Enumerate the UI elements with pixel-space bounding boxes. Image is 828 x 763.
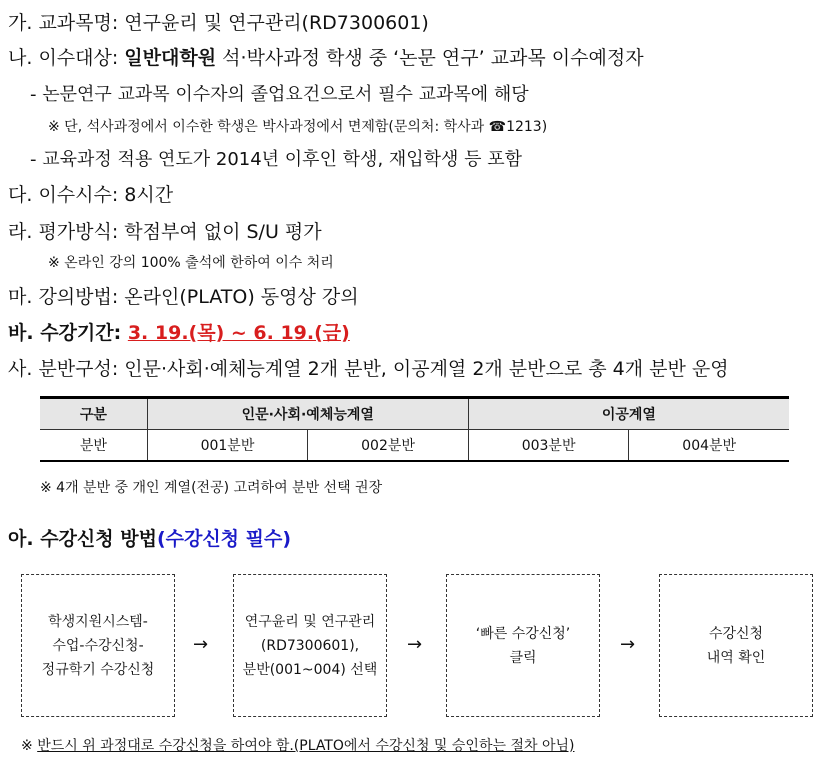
item-evaluation: 라. 평가방식: 학점부여 없이 S/U 평가: [8, 221, 322, 243]
cell-section-002: 002분반: [308, 430, 469, 462]
cell-section-004: 004분반: [629, 430, 789, 462]
flow-step-3: ‘빠른 수강신청’ 클릭: [446, 574, 600, 717]
flow-arrow-icon: →: [620, 634, 636, 655]
header-humanities: 인문·사회·예체능계열: [147, 398, 468, 430]
section-registration-title: 아. 수강신청 방법(수강신청 필수): [8, 528, 292, 550]
row-label: 분반: [40, 430, 147, 462]
table-row: [40, 430, 789, 462]
item-sections: 사. 분반구성: 인문·사회·예체능계열 2개 분반, 이공계열 2개 분반으로 총 4개 분반 운영: [8, 358, 729, 380]
flow-step-1: 학생지원시스템- 수업-수강신청- 정규학기 수강신청: [21, 574, 175, 717]
header-category: 구분: [40, 398, 147, 430]
item-target-sub1: - 논문연구 교과목 이수자의 졸업요건으로서 필수 교과목에 해당: [30, 84, 529, 105]
table-header-row: [40, 398, 789, 430]
table-note: ※ 4개 분반 중 개인 계열(전공) 고려하여 분반 선택 권장: [40, 480, 383, 496]
item-target-note: ※ 단, 석사과정에서 이수한 학생은 박사과정에서 면제함(문의처: 학사과 ☎1213): [48, 119, 548, 135]
item-period: 바. 수강기간: 3. 19.(목) ~ 6. 19.(금): [8, 322, 350, 344]
item-evaluation-note: ※ 온라인 강의 100% 출석에 한하여 이수 처리: [48, 255, 334, 271]
item-hours: 다. 이수시수: 8시간: [8, 184, 174, 206]
footer-note: ※ 반드시 위 과정대로 수강신청을 하여야 함.(PLATO에서 수강신청 및 승인하는 절차 아님): [21, 738, 575, 754]
cell-section-003: 003분반: [468, 430, 629, 462]
cell-section-001: 001분반: [147, 430, 308, 462]
item-method: 마. 강의방법: 온라인(PLATO) 동영상 강의: [8, 286, 359, 308]
flow-arrow-icon: →: [193, 634, 209, 655]
section-table: [40, 396, 789, 462]
item-course-name: 가. 교과목명: 연구윤리 및 연구관리(RD7300601): [8, 12, 429, 34]
flow-arrow-icon: →: [407, 634, 423, 655]
header-science: 이공계열: [468, 398, 789, 430]
item-target-sub2: - 교육과정 적용 연도가 2014년 이후인 학생, 재입학생 등 포함: [30, 149, 523, 170]
flow-step-4: 수강신청 내역 확인: [659, 574, 813, 717]
item-target: 나. 이수대상: 일반대학원 석·박사과정 학생 중 ‘논문 연구’ 교과목 이수예정자: [8, 47, 644, 69]
flow-step-2: 연구윤리 및 연구관리 (RD7300601), 분반(001~004) 선택: [233, 574, 387, 717]
